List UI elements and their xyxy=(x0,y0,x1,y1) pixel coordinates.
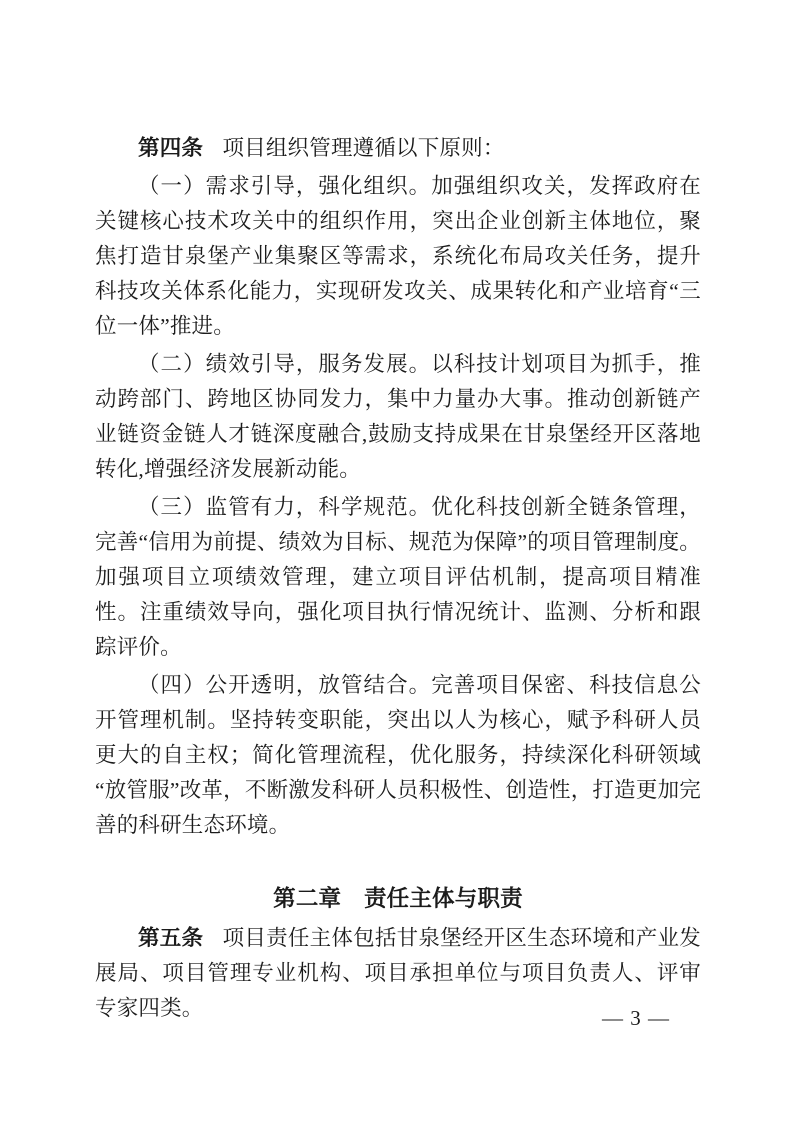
clause-1: （一）需求引导，强化组织。加强组织攻关，发挥政府在关键核心技术攻关中的组织作用，突出企业创新主体地位，聚焦打造甘泉堡产业集聚区等需求，系统化布局攻关任务，提升科技攻关体系化能力，实现研发攻关、成果转化和产业培育“三位一体”推进。 xyxy=(95,174,701,338)
article-4-intro: 项目组织管理遵循以下原则： xyxy=(222,136,505,160)
paragraph-article-4 xyxy=(95,131,701,166)
clause-3: （三）监管有力，科学规范。优化科技创新全链条管理，完善“信用为前提、绩效为目标、规范为保障”的项目管理制度。加强项目立项绩效管理，建立项目评估机制，提高项目精准性。注重绩效导向，强化项目执行情况统计、监测、分析和跟踪评价。 xyxy=(95,495,701,659)
page-number: — 3 — xyxy=(602,1006,670,1030)
clause-4: （四）公开透明，放管结合。完善项目保密、科技信息公开管理机制。坚持转变职能，突出以人为核心，赋予科研人员更大的自主权；简化管理流程，优化服务，持续深化科研领域“放管服”改革，不断激发科研人员积极性、创造性，打造更加完善的科研生态环境。 xyxy=(95,673,701,837)
article-4-label: 第四条 xyxy=(138,136,204,160)
article-5-label: 第五条 xyxy=(138,926,204,950)
clause-2: （二）绩效引导，服务发展。以科技计划项目为抓手，推动跨部门、跨地区协同发力，集中力量办大事。推动创新链产业链资金链人才链深度融合,鼓励支持成果在甘泉堡经开区落地转化,增强经济发展新动能。 xyxy=(95,352,701,481)
article-5-body: 项目责任主体包括甘泉堡经开区生态环境和产业发展局、项目管理专业机构、项目承担单位与项目负责人、评审专家四类。 xyxy=(95,926,701,1020)
document-body xyxy=(95,131,701,1029)
chapter-2-heading: 第二章 责任主体与职责 xyxy=(273,886,523,911)
